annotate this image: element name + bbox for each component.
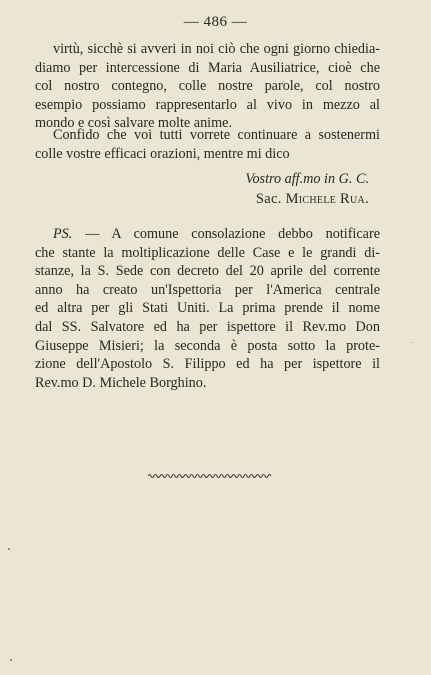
- paper-speck: [8, 548, 10, 550]
- paper-speck: [10, 659, 12, 661]
- letter-closing: Vostro aff.mo in G. C.: [245, 171, 369, 187]
- paper-speck: [412, 342, 413, 343]
- text-line: diamo per intercessione di Maria Ausiliatrice, cioè che: [35, 59, 380, 76]
- text-line: stanze, la S. Sede con decreto del 20 aprile del corrente: [35, 263, 380, 280]
- wavy-divider-ornament: [148, 472, 272, 480]
- text-line: zione dell'Apostolo S. Filippo ed ha per ispettore il: [35, 356, 380, 373]
- text-line: anno ha creato un'Ispettoria per l'America centrale: [35, 281, 380, 298]
- text-line: che stante la moltiplicazione delle Case e le grandi di-: [35, 244, 380, 261]
- postscript-first-line: — A comune consolazione debbo notificare: [72, 226, 380, 242]
- signature-text: Sac. Michele Rua.: [255, 191, 369, 207]
- postscript-label: PS.: [53, 226, 73, 242]
- text-line: Confido che voi tutti vorrete continuare a sostenermi: [53, 127, 380, 143]
- text-line: ed altra per gli Stati Uniti. La prima prende il nome: [35, 300, 380, 317]
- text-line: mondo e così salvare molte anime.: [35, 115, 232, 132]
- text-line: col nostro contegno, colle nostre parole, col nostro: [35, 78, 380, 95]
- text-line: dal SS. Salvatore ed ha per ispettore il Rev.mo Don: [35, 318, 380, 335]
- text-line: esempio possiamo rappresentarlo al vivo in mezzo al: [35, 96, 380, 113]
- postscript-paragraph: [35, 225, 380, 392]
- text-line: colle vostre efficaci orazioni, mentre mi dico: [35, 145, 290, 162]
- page-number: — 486 —: [183, 14, 248, 30]
- text-line: Giuseppe Misieri; la seconda è posta sotto la prote-: [35, 337, 380, 354]
- paragraph-closing-exhortation: [35, 40, 380, 133]
- text-line: Rev.mo D. Michele Borghino.: [35, 374, 207, 391]
- paragraph-prayer-request: [35, 126, 380, 163]
- text-line: virtù, sicchè si avveri in noi ciò che ogni giorno chiedia-: [53, 41, 380, 57]
- letter-signature: [256, 190, 369, 209]
- text-line: [35, 225, 380, 244]
